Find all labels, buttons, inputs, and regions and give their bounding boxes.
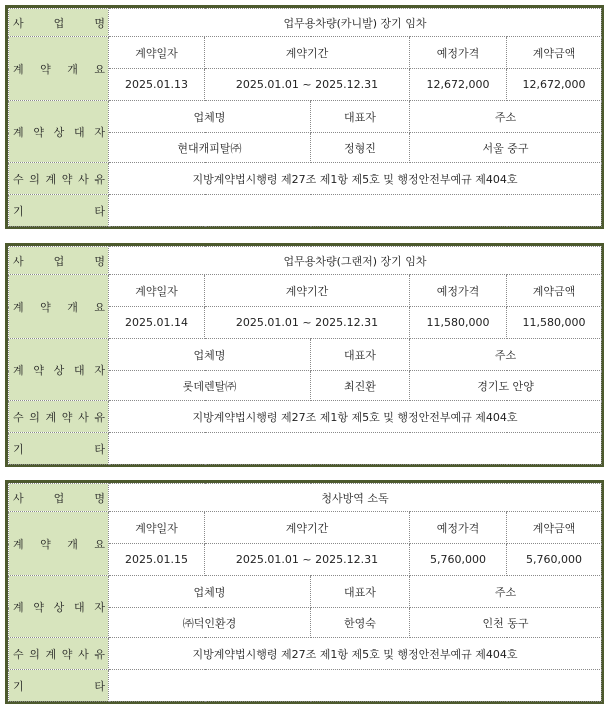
contract-party-label-char: 약 — [33, 125, 44, 139]
contract-overview-label — [9, 512, 109, 576]
contract-date-value: 2025.01.14 — [109, 307, 205, 339]
other-value — [109, 670, 602, 702]
contract-party-label-char: 자 — [94, 363, 105, 377]
contract-period-header: 계약기간 — [205, 275, 410, 307]
contract-party-label-char: 자 — [94, 600, 105, 614]
project-name-label-char: 명 — [94, 491, 105, 505]
contract-amount-value: 5,760,000 — [507, 544, 602, 576]
other-label-char: 타 — [94, 679, 105, 693]
negotiated-reason-label-char: 계 — [45, 172, 57, 186]
estimated-price-value: 12,672,000 — [410, 69, 507, 101]
negotiated-reason-value: 지방계약법시행령 제27조 제1항 제5호 및 행정안전부예규 제404호 — [109, 401, 602, 433]
other-label — [9, 195, 109, 227]
representative-header: 대표자 — [311, 339, 410, 371]
contract-overview-label-char: 요 — [94, 300, 105, 314]
representative-value: 최진환 — [311, 371, 410, 401]
address-header: 주소 — [410, 101, 602, 133]
contract-period-header: 계약기간 — [205, 37, 410, 69]
project-name-label — [9, 484, 109, 512]
contract-amount-header: 계약금액 — [507, 512, 602, 544]
contract-period-value: 2025.01.01 ~ 2025.12.31 — [205, 307, 410, 339]
negotiated-reason-label-char: 유 — [94, 647, 105, 661]
contract-amount-value: 11,580,000 — [507, 307, 602, 339]
contract-overview-label-char: 약 — [40, 62, 51, 76]
company-name-header: 업체명 — [109, 101, 311, 133]
project-name-label-char: 명 — [94, 16, 105, 30]
representative-header: 대표자 — [311, 101, 410, 133]
other-label-char: 타 — [94, 442, 105, 456]
contract-period-value: 2025.01.01 ~ 2025.12.31 — [205, 69, 410, 101]
project-name-label-char: 업 — [53, 16, 65, 30]
negotiated-reason-label-char: 계 — [45, 647, 57, 661]
contract-party-label-char: 상 — [53, 600, 65, 614]
negotiated-reason-label — [9, 401, 109, 433]
contract-table — [8, 8, 602, 227]
company-name-header: 업체명 — [109, 576, 311, 608]
company-name-value: ㈜덕인환경 — [109, 608, 311, 638]
project-name-value: 청사방역 소독 — [109, 484, 602, 512]
project-name-label-char: 사 — [13, 254, 24, 268]
representative-value: 정형진 — [311, 133, 410, 163]
address-value: 경기도 안양 — [410, 371, 602, 401]
negotiated-reason-label-char: 의 — [29, 172, 40, 186]
other-value — [109, 195, 602, 227]
contract-block-1 — [5, 5, 604, 229]
project-name-label-char: 명 — [94, 254, 105, 268]
contract-party-label-char: 계 — [13, 600, 24, 614]
other-label-char: 기 — [13, 679, 24, 693]
negotiated-reason-label-char: 사 — [78, 647, 89, 661]
contract-party-label-char: 대 — [73, 600, 85, 614]
negotiated-reason-label-char: 의 — [29, 410, 40, 424]
negotiated-reason-label-char: 유 — [94, 172, 105, 186]
contract-overview-label — [9, 37, 109, 101]
other-label-char: 타 — [94, 204, 105, 218]
contract-table — [8, 246, 602, 465]
estimated-price-value: 5,760,000 — [410, 544, 507, 576]
project-name-label-char: 업 — [53, 254, 65, 268]
contract-period-header: 계약기간 — [205, 512, 410, 544]
representative-value: 한영숙 — [311, 608, 410, 638]
contract-date-header: 계약일자 — [109, 37, 205, 69]
negotiated-reason-label-char: 계 — [45, 410, 57, 424]
other-label — [9, 670, 109, 702]
contract-block-2 — [5, 243, 604, 467]
negotiated-reason-label-char: 사 — [78, 410, 89, 424]
contract-date-header: 계약일자 — [109, 275, 205, 307]
company-name-header: 업체명 — [109, 339, 311, 371]
representative-header: 대표자 — [311, 576, 410, 608]
contract-overview-label-char: 요 — [94, 537, 105, 551]
address-value: 서울 중구 — [410, 133, 602, 163]
contract-party-label — [9, 339, 109, 401]
contract-party-label-char: 대 — [73, 363, 85, 377]
address-header: 주소 — [410, 339, 602, 371]
project-name-label-char: 업 — [53, 491, 65, 505]
contract-party-label — [9, 576, 109, 638]
contract-overview-label-char: 약 — [40, 300, 51, 314]
negotiated-reason-value: 지방계약법시행령 제27조 제1항 제5호 및 행정안전부예규 제404호 — [109, 638, 602, 670]
contract-overview-label-char: 약 — [40, 537, 51, 551]
contract-party-label-char: 계 — [13, 363, 24, 377]
negotiated-reason-label-char: 약 — [61, 410, 73, 424]
negotiated-reason-label-char: 수 — [13, 172, 24, 186]
contract-amount-header: 계약금액 — [507, 275, 602, 307]
address-value: 인천 동구 — [410, 608, 602, 638]
contract-overview-label-char: 계 — [13, 537, 24, 551]
contract-party-label-char: 자 — [94, 125, 105, 139]
negotiated-reason-label-char: 유 — [94, 410, 105, 424]
address-header: 주소 — [410, 576, 602, 608]
contract-date-header: 계약일자 — [109, 512, 205, 544]
project-name-label — [9, 247, 109, 275]
negotiated-reason-label — [9, 638, 109, 670]
contract-period-value: 2025.01.01 ~ 2025.12.31 — [205, 544, 410, 576]
estimated-price-header: 예정가격 — [410, 37, 507, 69]
company-name-value: 현대캐피탈㈜ — [109, 133, 311, 163]
contract-date-value: 2025.01.13 — [109, 69, 205, 101]
contract-table — [8, 483, 602, 702]
estimated-price-header: 예정가격 — [410, 512, 507, 544]
project-name-value: 업무용차량(그랜저) 장기 임차 — [109, 247, 602, 275]
contract-overview-label-char: 개 — [67, 62, 78, 76]
estimated-price-header: 예정가격 — [410, 275, 507, 307]
negotiated-reason-label-char: 약 — [61, 172, 73, 186]
contract-party-label-char: 계 — [13, 125, 24, 139]
negotiated-reason-label — [9, 163, 109, 195]
contract-overview-label-char: 계 — [13, 62, 24, 76]
contract-overview-label-char: 개 — [67, 300, 78, 314]
contract-party-label-char: 약 — [33, 600, 44, 614]
contract-overview-label — [9, 275, 109, 339]
negotiated-reason-label-char: 수 — [13, 647, 24, 661]
contract-block-3 — [5, 480, 604, 704]
contract-overview-label-char: 개 — [67, 537, 78, 551]
contract-date-value: 2025.01.15 — [109, 544, 205, 576]
negotiated-reason-label-char: 사 — [78, 172, 89, 186]
project-name-label — [9, 9, 109, 37]
contract-amount-header: 계약금액 — [507, 37, 602, 69]
negotiated-reason-label-char: 수 — [13, 410, 24, 424]
contract-amount-value: 12,672,000 — [507, 69, 602, 101]
other-label-char: 기 — [13, 204, 24, 218]
contract-party-label-char: 대 — [73, 125, 85, 139]
estimated-price-value: 11,580,000 — [410, 307, 507, 339]
project-name-value: 업무용차량(카니발) 장기 임차 — [109, 9, 602, 37]
contract-party-label-char: 약 — [33, 363, 44, 377]
negotiated-reason-value: 지방계약법시행령 제27조 제1항 제5호 및 행정안전부예규 제404호 — [109, 163, 602, 195]
project-name-label-char: 사 — [13, 491, 24, 505]
other-label — [9, 433, 109, 465]
contract-overview-label-char: 요 — [94, 62, 105, 76]
negotiated-reason-label-char: 의 — [29, 647, 40, 661]
other-label-char: 기 — [13, 442, 24, 456]
other-value — [109, 433, 602, 465]
contract-party-label-char: 상 — [53, 363, 65, 377]
contract-party-label-char: 상 — [53, 125, 65, 139]
contract-party-label — [9, 101, 109, 163]
company-name-value: 롯데렌탈㈜ — [109, 371, 311, 401]
project-name-label-char: 사 — [13, 16, 24, 30]
negotiated-reason-label-char: 약 — [61, 647, 73, 661]
contract-overview-label-char: 계 — [13, 300, 24, 314]
